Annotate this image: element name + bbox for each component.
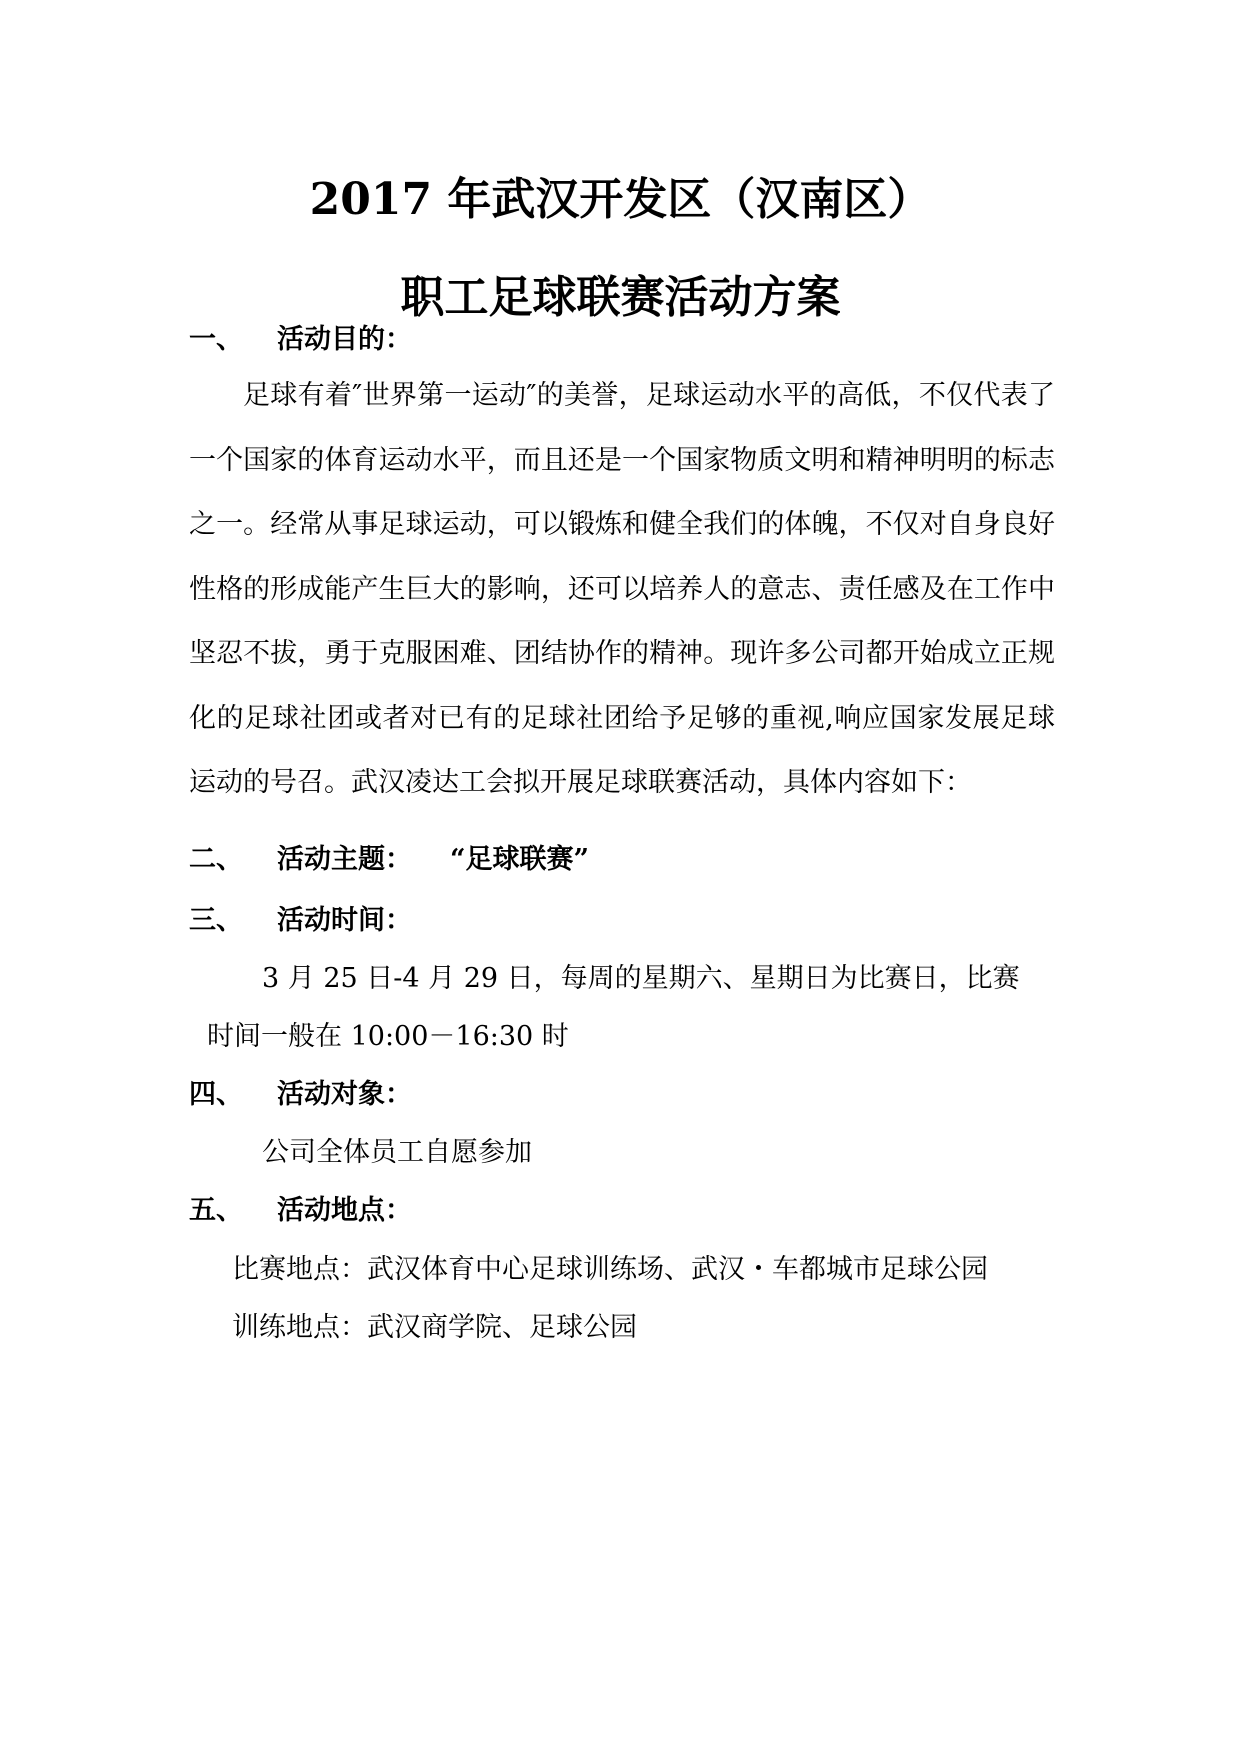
section-2-title: 活动主题： bbox=[277, 844, 412, 875]
section-5-heading bbox=[189, 1194, 412, 1228]
section-2-number: 二、 bbox=[189, 844, 243, 875]
section-1-heading bbox=[189, 323, 412, 357]
section-5-match-venue: 比赛地点：武汉体育中心足球训练场、武汉・车都城市足球公园 bbox=[232, 1254, 988, 1285]
section-1-number: 一、 bbox=[189, 324, 243, 355]
section-4-title: 活动对象： bbox=[277, 1079, 412, 1110]
document-title-line-1: 2017 年武汉开发区（汉南区） bbox=[309, 174, 932, 225]
section-5-number: 五、 bbox=[189, 1195, 243, 1226]
section-1-paragraph: 足球有着″世界第一运动″的美誉，足球运动水平的高低，不仅代表了一个国家的体育运动水平，而且还是一个国家物质文明和精神明明的标志之一。经常从事足球运动，可以锻炼和健全我们的体魄，不仅对自身良好性格的形成能产生巨大的影响，还可以培养人的意志、责任感及在工作中坚忍不拔，勇于克服困难、团结协作的精神。现许多公司都开始成立正规化的足球社团或者对已有的足球社团给予足够的重视,响应国家发展足球运动的号召。武汉凌达工会拟开展足球联赛活动，具体内容如下： bbox=[189, 380, 1055, 798]
section-4-target: 公司全体员工自愿参加 bbox=[262, 1137, 532, 1168]
section-3-time-line-2: 时间一般在 10:00－16:30 时 bbox=[207, 1021, 569, 1052]
section-3-heading bbox=[189, 904, 412, 938]
section-4-number: 四、 bbox=[189, 1079, 243, 1110]
section-5-training-venue: 训练地点：武汉商学院、足球公园 bbox=[232, 1312, 637, 1343]
section-1-title: 活动目的： bbox=[277, 324, 412, 355]
document-title-line-2: 职工足球联赛活动方案 bbox=[400, 272, 841, 323]
section-5-title: 活动地点： bbox=[277, 1195, 412, 1226]
section-3-number: 三、 bbox=[189, 905, 243, 936]
section-3-title: 活动时间： bbox=[277, 905, 412, 936]
section-3-time-line-1: 3 月 25 日-4 月 29 日，每周的星期六、星期日为比赛日，比赛 bbox=[262, 963, 1020, 994]
section-4-heading bbox=[189, 1078, 412, 1112]
section-2-theme: “足球联赛” bbox=[450, 844, 590, 875]
section-2-heading bbox=[189, 843, 589, 877]
